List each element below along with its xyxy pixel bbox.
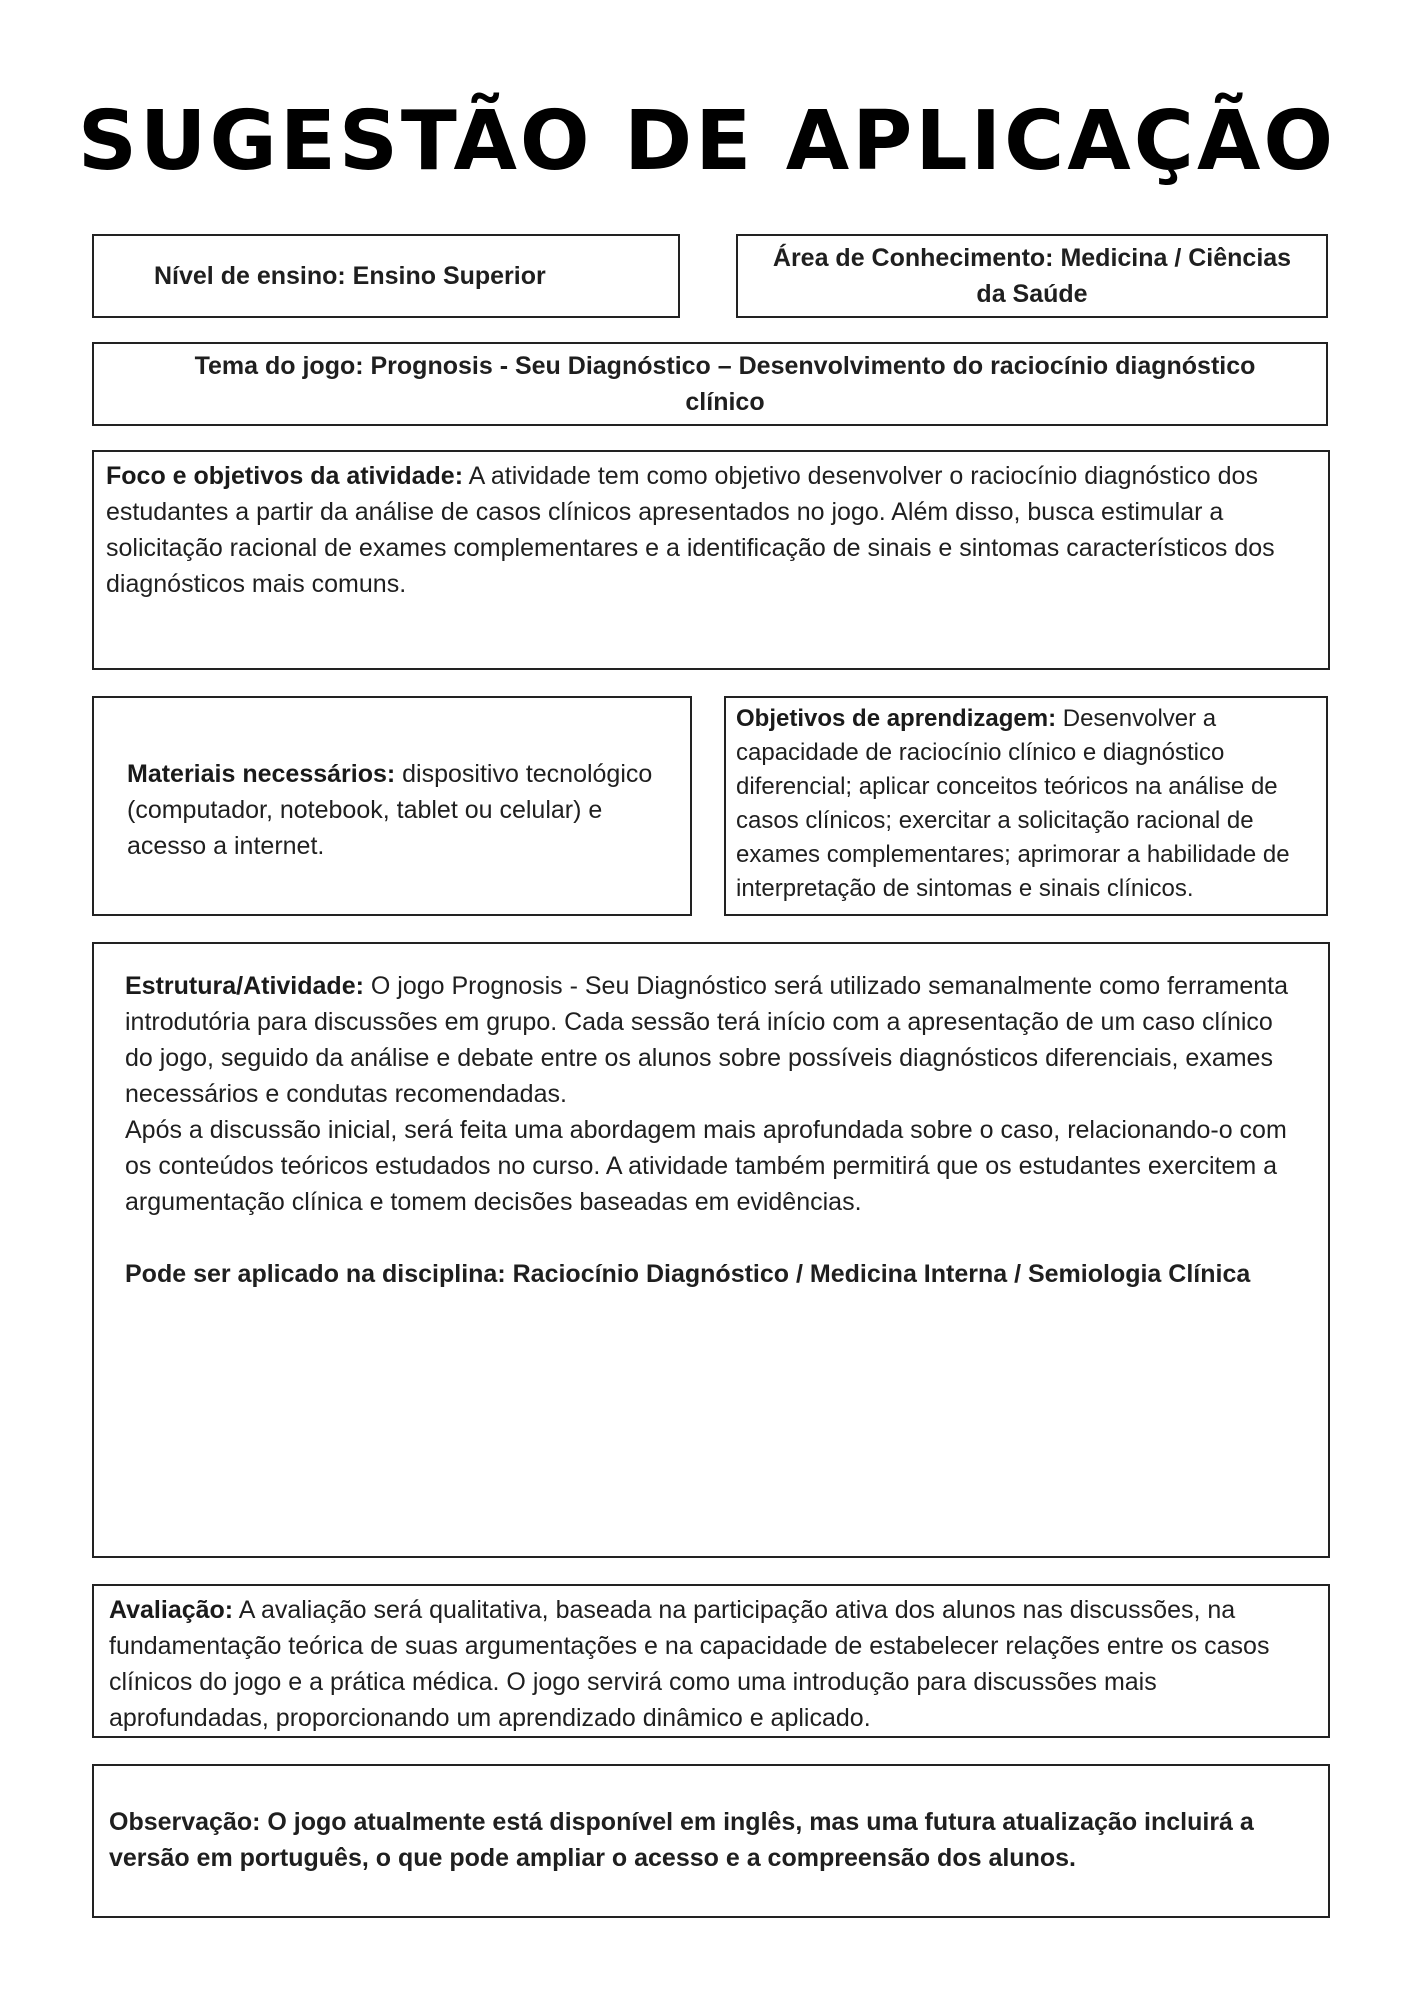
materials-box <box>92 696 692 916</box>
structure-activity-box <box>92 942 1330 1558</box>
focus-objectives-box <box>92 450 1330 670</box>
structure-text-1: O jogo Prognosis - Seu Diagnóstico será utilizado semanalmente como ferramenta introdutória para discussões em grupo. Cada sessão terá início com a apresentação de um caso clínico do jogo, seguido da análise e debate entre os alunos sobre possíveis diagnósticos diferenciais, exames necessários e condutas recomendadas. <box>125 972 1289 1108</box>
focus-objectives-text: A atividade tem como objetivo desenvolver o raciocínio diagnóstico dos estudantes a partir da análise de casos clínicos apresentados no jogo. Além disso, busca estimular a solicitação racional de exames complementares e a identificação de sinais e sintomas característicos dos diagnósticos mais comuns. <box>106 462 1275 598</box>
discipline-text: Pode ser aplicado na disciplina: Raciocínio Diagnóstico / Medicina Interna / Semiologia Clínica <box>125 1260 1251 1288</box>
education-level-box <box>92 234 680 318</box>
structure-text-2: Após a discussão inicial, será feita uma abordagem mais aprofundada sobre o caso, relacionando-o com os conteúdos teóricos estudados no curso. A atividade também permitirá que os estudantes exercitem a argumentação clínica e tomem decisões baseadas em evidências. <box>125 1116 1287 1216</box>
education-level-text: Nível de ensino: Ensino Superior <box>154 262 546 290</box>
learning-objectives-box <box>724 696 1328 916</box>
observation-text: Observação: O jogo atualmente está disponível em inglês, mas uma futura atualização incluirá a versão em português, o que pode ampliar o acesso e a compreensão dos alunos. <box>109 1808 1254 1872</box>
evaluation-box <box>92 1584 1330 1738</box>
observation-box <box>92 1764 1330 1918</box>
evaluation-text: A avaliação será qualitativa, baseada na participação ativa dos alunos nas discussões, na fundamentação teórica de suas argumentações e na capacidade de estabelecer relações entre os casos clínicos do jogo e a prática médica. O jogo servirá como uma introdução para discussões mais aprofundadas, proporcionando um aprendizado dinâmico e aplicado. <box>109 1596 1270 1732</box>
game-theme-box <box>92 342 1328 426</box>
knowledge-area-text: Área de Conhecimento: Medicina / Ciências da Saúde <box>772 244 1292 308</box>
structure-label: Estrutura/Atividade: <box>125 972 364 1000</box>
learning-objectives-text: Desenvolver a capacidade de raciocínio clínico e diagnóstico diferencial; aplicar conceitos teóricos na análise de casos clínicos; exercitar a solicitação racional de exames complementares; aprimorar a habilidade de interpretação de sintomas e sinais clínicos. <box>736 705 1290 902</box>
learning-objectives-label: Objetivos de aprendizagem: <box>736 705 1057 732</box>
game-theme-text: Tema do jogo: Prognosis - Seu Diagnóstico – Desenvolvimento do raciocínio diagnóstico clínico <box>194 352 1256 416</box>
focus-objectives-label: Foco e objetivos da atividade: <box>106 462 464 490</box>
materials-text: dispositivo tecnológico (computador, notebook, tablet ou celular) e acesso a internet. <box>127 760 653 860</box>
page-title: SUGESTÃO DE APLICAÇÃO <box>77 94 1337 189</box>
knowledge-area-box <box>736 234 1328 318</box>
evaluation-label: Avaliação: <box>109 1596 234 1624</box>
materials-label: Materiais necessários: <box>127 760 396 788</box>
